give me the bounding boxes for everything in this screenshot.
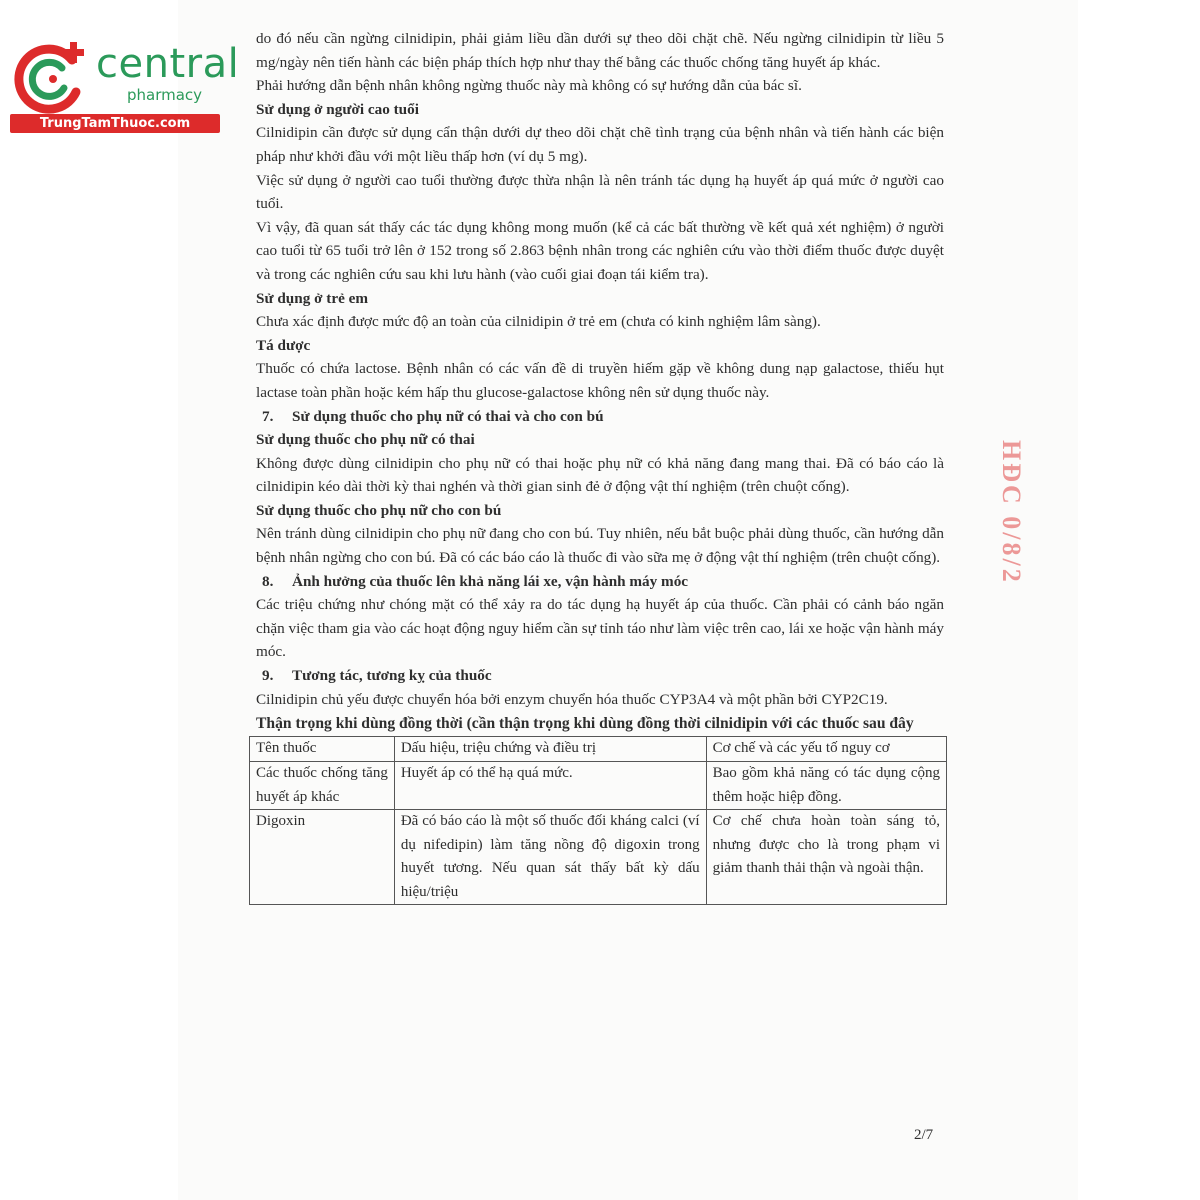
- paragraph: Cilnidipin chủ yếu được chuyển hóa bởi enzym chuyển hóa thuốc CYP3A4 và một phần bởi CYP2C19.: [256, 690, 888, 708]
- section-title: Sử dụng thuốc cho phụ nữ có thai và cho con bú: [292, 407, 604, 425]
- caution-heading: Thận trọng khi dùng đồng thời (cần thận trọng khi dùng đồng thời cilnidipin với các thuốc sau đây: [256, 715, 914, 733]
- column-header: Tên thuốc: [250, 737, 395, 762]
- brand-name: central: [96, 41, 240, 87]
- red-stamp-mark: HĐC 0/8/2: [997, 440, 1026, 585]
- table-cell: Huyết áp có thể hạ quá mức.: [394, 762, 706, 810]
- column-header: Cơ chế và các yếu tố nguy cơ: [706, 737, 946, 762]
- paragraph: Thuốc có chứa lactose. Bệnh nhân có các vấn đề di truyền hiếm gặp về không dung nạp galactose, thiếu hụt lactase toàn phần hoặc kém hấp thu glucose-galactose không nên sử dụng thuốc này.: [256, 360, 944, 401]
- section-8-heading: [262, 570, 944, 594]
- paragraph: Không được dùng cilnidipin cho phụ nữ có thai hoặc phụ nữ có khả năng đang mang thai. Đã có báo cáo là cilnidipin kéo dài thời kỳ thai nghén và thời gian sinh đẻ ở động vật thí nghiệm (trên chuột cống).: [256, 454, 944, 496]
- brand-tagline: pharmacy: [127, 86, 203, 104]
- paragraph: Vì vậy, đã quan sát thấy các tác dụng không mong muốn (kể cả các bất thường về kết quả xét nghiệm) ở người cao tuổi từ 65 tuổi trở lên ở 152 trong số 2.863 bệnh nhân trong các nghiên cứu vào thời điểm thuốc được duyệt và trong các nghiên cứu sau khi lưu hành (vào cuối giai đoạn tái kiểm tra).: [256, 218, 944, 283]
- section-7-heading: [262, 405, 944, 429]
- page-number: 2/7: [914, 1127, 934, 1143]
- paragraph: Chưa xác định được mức độ an toàn của cilnidipin ở trẻ em (chưa có kinh nghiệm lâm sàng).: [256, 313, 821, 331]
- table-header-row: [250, 737, 947, 762]
- pharmacy-cross-logo-icon: [10, 38, 92, 120]
- section-number: 7.: [262, 407, 274, 425]
- section-9-heading: [262, 664, 944, 688]
- subheading-children: Sử dụng ở trẻ em: [256, 289, 369, 307]
- column-header: Dấu hiệu, triệu chứng và điều trị: [394, 737, 706, 762]
- interaction-table: [249, 736, 947, 905]
- section-number: 9.: [262, 667, 274, 685]
- paragraph: Việc sử dụng ở người cao tuổi thường được thừa nhận là nên tránh tác dụng hạ huyết áp quá mức ở người cao tuổi.: [256, 171, 944, 213]
- table-cell: Digoxin: [250, 810, 395, 905]
- subheading-pregnant: Sử dụng thuốc cho phụ nữ có thai: [256, 431, 475, 449]
- table-row: [250, 762, 947, 810]
- central-pharmacy-logo[interactable]: [10, 38, 240, 138]
- subheading-lactating: Sử dụng thuốc cho phụ nữ cho con bú: [256, 501, 502, 519]
- table-cell: Bao gồm khả năng có tác dụng cộng thêm hoặc hiệp đồng.: [706, 762, 946, 810]
- paragraph: Phải hướng dẫn bệnh nhân không ngừng thuốc này mà không có sự hướng dẫn của bác sĩ.: [256, 77, 802, 95]
- paragraph: do đó nếu cần ngừng cilnidipin, phải giảm liều dần dưới sự theo dõi chặt chẽ. Nếu ngừng cilnidipin từ liều 5 mg/ngày nên tiến hành các biện pháp thích hợp như thay thế bằng các thuốc chống tăng huyết áp khác.: [256, 30, 944, 71]
- website-link[interactable]: TrungTamThuoc.com: [10, 114, 220, 133]
- table-cell: Các thuốc chống tăng huyết áp khác: [250, 762, 395, 810]
- section-title: Ảnh hưởng của thuốc lên khả năng lái xe, vận hành máy móc: [292, 572, 689, 590]
- section-number: 8.: [262, 572, 274, 590]
- table-cell: Cơ chế chưa hoàn toàn sáng tỏ, nhưng được cho là trong phạm vi giảm thanh thải thận và ngoài thận.: [706, 810, 946, 905]
- paragraph: Cilnidipin cần được sử dụng cẩn thận dưới dự theo dõi chặt chẽ tình trạng của bệnh nhân và tiến hành các biện pháp như khởi đầu với một liều thấp hơn (ví dụ 5 mg).: [256, 124, 944, 165]
- subheading-elderly: Sử dụng ở người cao tuổi: [256, 100, 419, 118]
- table-row: [250, 810, 947, 905]
- subheading-excipient: Tá dược: [256, 336, 311, 354]
- document-body: [256, 27, 944, 905]
- paragraph: Các triệu chứng như chóng mặt có thể xảy ra do tác dụng hạ huyết áp của thuốc. Cần phải có cảnh báo ngăn chặn việc tham gia vào các hoạt động nguy hiểm cần sự tỉnh táo như làm việc trên cao, lái xe hoặc vận hành máy móc.: [256, 596, 944, 661]
- section-title: Tương tác, tương kỵ của thuốc: [292, 667, 492, 685]
- table-cell: Đã có báo cáo là một số thuốc đối kháng calci (ví dụ nifedipin) làm tăng nồng độ digoxin trong huyết tương. Nếu quan sát thấy bất kỳ dấu hiệu/triệu: [394, 810, 706, 905]
- paragraph: Nên tránh dùng cilnidipin cho phụ nữ đang cho con bú. Tuy nhiên, nếu bắt buộc phải dùng thuốc, cần hướng dẫn bệnh nhân ngừng cho con bú. Đã có các báo cáo là thuốc đi vào sữa mẹ ở động vật thí nghiệm (trên chuột cống).: [256, 525, 944, 567]
